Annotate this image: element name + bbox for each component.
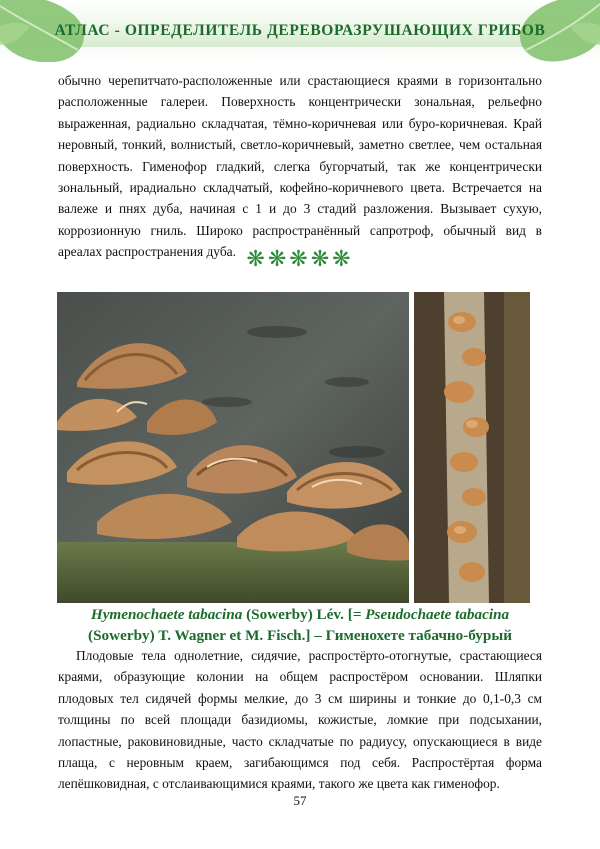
caption-species: Hymenochaete tabacina bbox=[90, 606, 243, 623]
header-title: АТЛАС - ОПРЕДЕЛИТЕЛЬ ДЕРЕВОРАЗРУШАЮЩИХ ГРИБОВ bbox=[54, 22, 546, 39]
ornament-divider: ❋❋❋❋❋ bbox=[246, 247, 354, 272]
bottom-paragraph: Плодовые тела однолетние, сидячие, распростёрто-отогнутые, срастающиеся краями, образующие колонии на общем распростёром основании. Шляпки плодовых тел сидячей формы мелкие, до 3 см ширины и тонкие до 0,1-0,3 см толщины по всей площади базидиомы, кожистые, ломкие при подсыхании, лопастные, раковиновидные, часто складчатые по радиусу, опускающиеся в виде плаща, с неровным краем, загибающимся под себя. Распростёртая форма лепёшковидная, с отслаивающимися краями, такого же цвета как гименофор. bbox=[58, 648, 542, 792]
caption-author-2: (Sowerby) T. Wagner et M. Fisch.] – Гименохете табачно-бурый bbox=[88, 627, 512, 644]
page-header bbox=[0, 0, 600, 62]
caption-synonym: Pseudochaete tabacina bbox=[365, 606, 510, 623]
figure-caption bbox=[40, 604, 560, 646]
top-paragraph: обычно черепитчато-расположенные или срастающиеся краями в горизонтально расположенные галереи. Поверхность концентрически зональная, рельефно выраженная, радиально складчатая, тёмно-коричневая или буро-коричневая. Край неровный, тонкий, волнистый, светло-коричневый, заметно светлее, чем остальная поверхность. Гименофор гладкий, слегка бугорчатый, так же концентрически зональный, ирадиально складчатый, кофейно-коричневого цвета. Встречается на валеже и пнях дуба, начиная с 1 и до 3 стадий разложения. Вызывает сухую, коррозионную гниль. Широко распространённый сапротроф, обычный вид в ареалах распространения дуба. bbox=[58, 73, 542, 260]
fungus-branch-photo bbox=[414, 292, 530, 603]
fungus-bracket-photo bbox=[57, 292, 409, 603]
caption-author-1: (Sowerby) Lév. [= bbox=[242, 606, 366, 623]
page-number: 57 bbox=[293, 793, 307, 808]
